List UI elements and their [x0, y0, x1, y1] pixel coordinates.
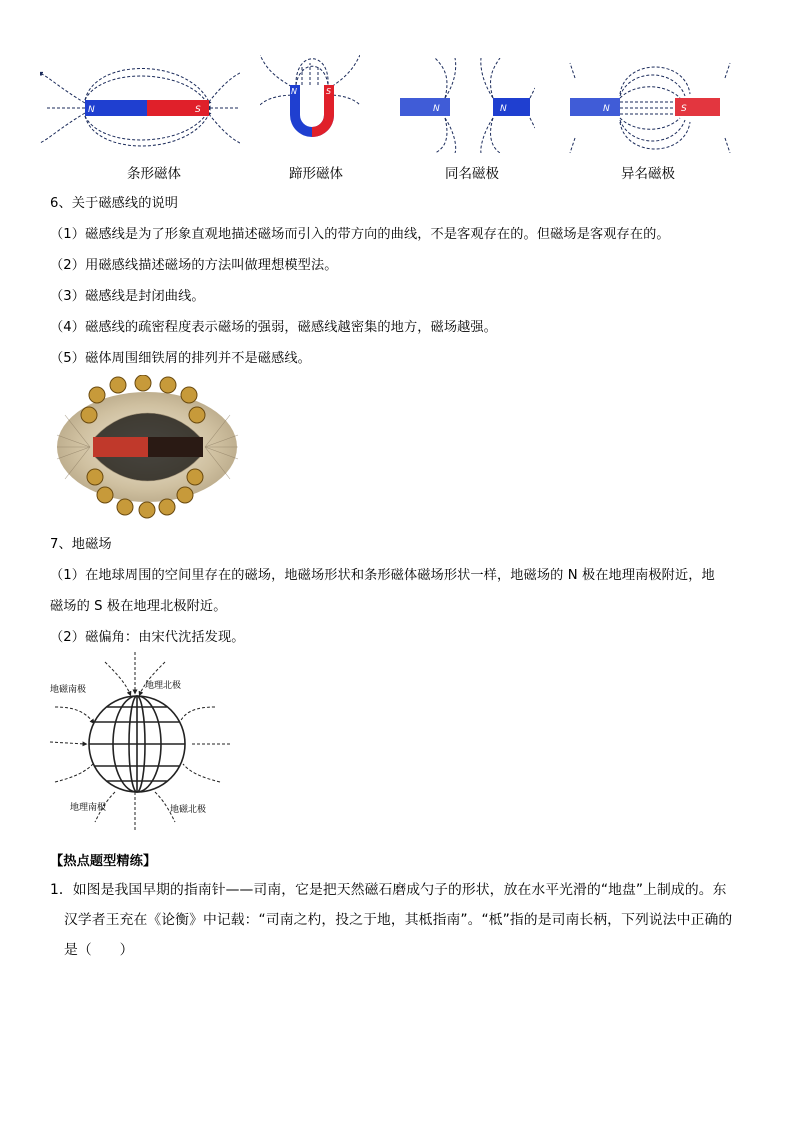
- caption-like-poles: 同名磁极: [445, 166, 499, 182]
- section6-item-4: （4）磁感线的疏密程度表示磁场的强弱，磁感线越密集的地方，磁场越强。: [50, 320, 497, 335]
- svg-text:N: N: [500, 104, 507, 114]
- section6-item-5: （5）磁体周围细铁屑的排列并不是磁感线。: [50, 351, 311, 366]
- section7-item1-line1: （1）在地球周围的空间里存在的磁场，地磁场形状和条形磁体磁场形状一样，地磁场的 N 极在地理南极附近，地: [50, 568, 715, 583]
- section6-item-1: （1）磁感线是为了形象直观地描述磁场而引入的带方向的曲线，不是客观存在的。但磁场是客观存在的。: [50, 227, 670, 242]
- question-1-line3: 是（ ）: [64, 942, 134, 958]
- question-1-line2: 汉学者王充在《论衡》中记载：“司南之杓，投之于地，其柢指南”。“柢”指的是司南长柄，下列说法中正确的: [64, 912, 733, 928]
- question-1-line1: 1．如图是我国早期的指南针——司南，它是把天然磁石磨成勺子的形状，放在水平光滑的“地盘”上制成的。东: [50, 882, 727, 898]
- caption-bar-magnet: 条形磁体: [127, 166, 181, 182]
- label-geomagnetic-north: 地磁北极: [170, 805, 207, 815]
- section6-heading: 6、关于磁感线的说明: [50, 196, 179, 211]
- section7-item2: （2）磁偏角：由宋代沈括发现。: [50, 630, 245, 645]
- bar-magnet-figure: [40, 58, 240, 153]
- label-geographic-south: 地理南极: [70, 803, 107, 813]
- horseshoe-magnet-figure: [260, 55, 360, 155]
- pole-label-s: S: [195, 105, 201, 115]
- section6-item-2: （2）用磁感线描述磁场的方法叫做理想模型法。: [50, 258, 338, 273]
- earth-magnetic-field-figure: [45, 652, 235, 832]
- label-geographic-north: 地理北极: [145, 681, 182, 691]
- svg-text:S: S: [681, 104, 687, 114]
- section7-item1-line2: 磁场的 S 极在地理北极附近。: [50, 599, 227, 614]
- section6-item-3: （3）磁感线是封闭曲线。: [50, 289, 205, 304]
- iron-filings-figure: [55, 375, 240, 520]
- section7-heading: 7、地磁场: [50, 537, 112, 552]
- caption-horseshoe-magnet: 蹄形磁体: [289, 166, 343, 182]
- pole-label-n: N: [88, 105, 95, 115]
- svg-text:S: S: [326, 87, 332, 96]
- svg-text:N: N: [603, 104, 610, 114]
- like-poles-figure: [395, 58, 535, 153]
- svg-text:N: N: [291, 87, 297, 96]
- caption-unlike-poles: 异名磁极: [621, 166, 675, 182]
- svg-text:N: N: [433, 104, 440, 114]
- label-geomagnetic-south: 地磁南极: [50, 685, 87, 695]
- practice-heading: 【热点题型精练】: [50, 854, 157, 869]
- unlike-poles-figure: [565, 58, 740, 153]
